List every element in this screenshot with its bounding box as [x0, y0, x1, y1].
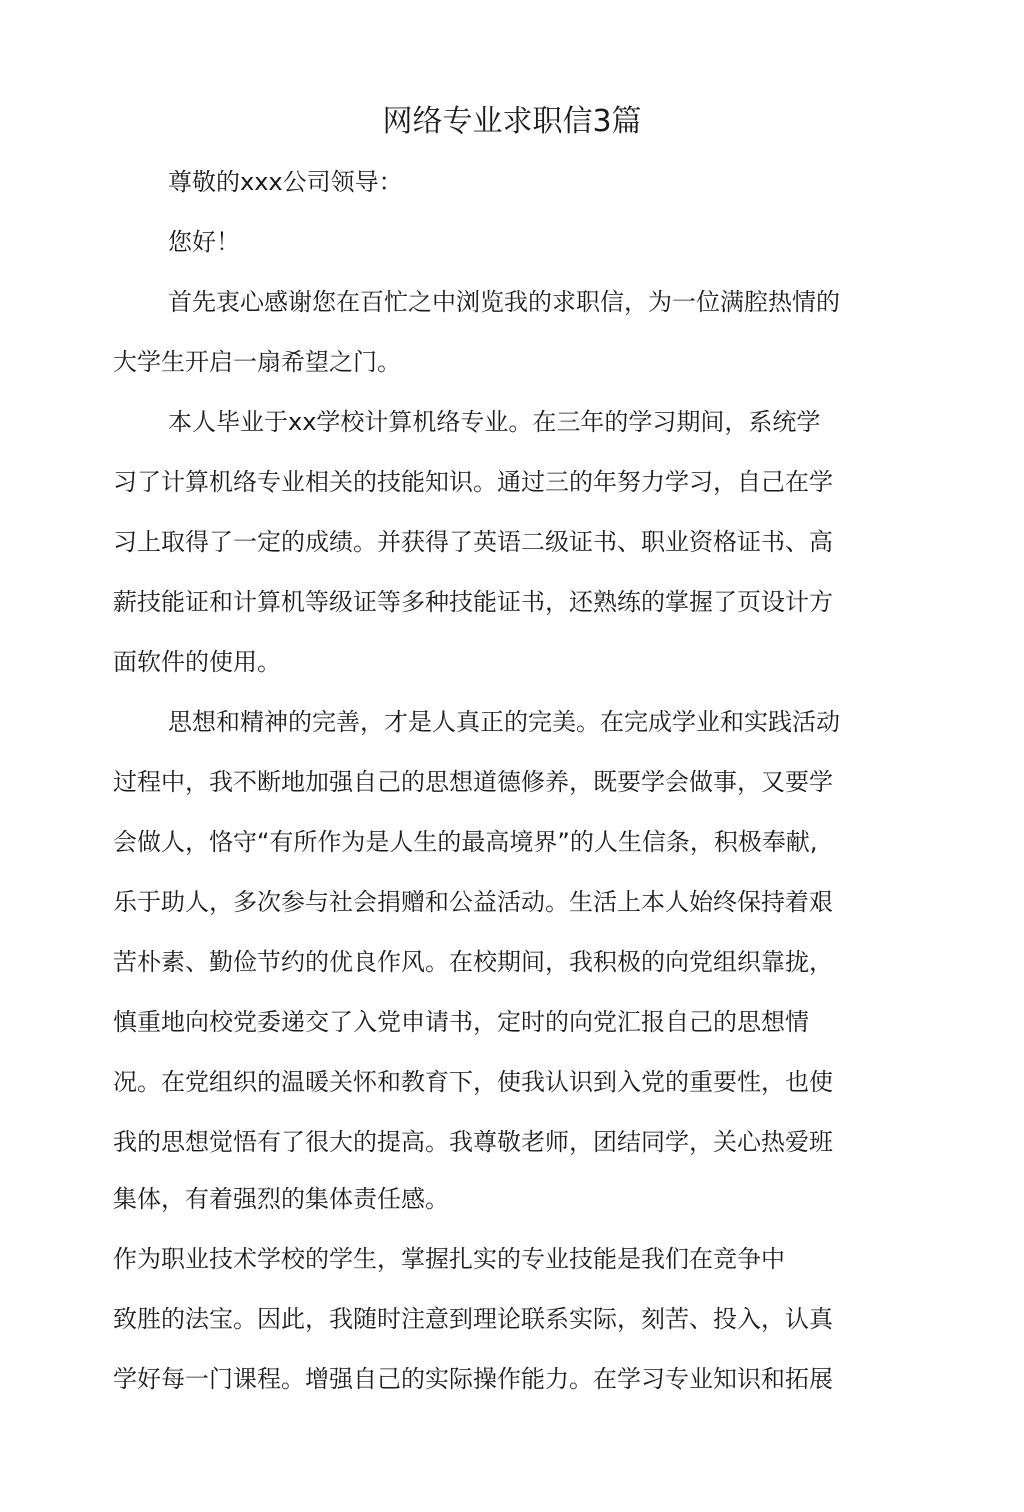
text-line: 集体，有着强烈的集体责任感。 — [113, 1185, 449, 1213]
text-line: 习了计算机络专业相关的技能知识。通过三的年努力学习，自己在学 — [113, 468, 833, 496]
text-line: 本人毕业于xx学校计算机络专业。在三年的学习期间，系统学 — [168, 408, 821, 436]
text-line: 薪技能证和计算机等级证等多种技能证书，还熟练的掌握了页设计方 — [113, 588, 833, 616]
text-line: 学好每一门课程。增强自己的实际操作能力。在学习专业知识和拓展 — [113, 1365, 833, 1393]
greeting-line: 您好！ — [168, 228, 240, 256]
text-line: 乐于助人，多次参与社会捐赠和公益活动。生活上本人始终保持着艰 — [113, 888, 833, 916]
text-line: 习上取得了一定的成绩。并获得了英语二级证书、职业资格证书、高 — [113, 528, 833, 556]
text-line: 况。在党组织的温暖关怀和教育下，使我认识到入党的重要性，也使 — [113, 1068, 833, 1096]
text-line: 思想和精神的完善，才是人真正的完美。在完成学业和实践活动 — [168, 708, 840, 736]
text-line: 面软件的使用。 — [113, 648, 281, 676]
text-line: 首先衷心感谢您在百忙之中浏览我的求职信，为一位满腔热情的 — [168, 288, 840, 316]
text-line: 致胜的法宝。因此，我随时注意到理论联系实际，刻苦、投入，认真 — [113, 1305, 833, 1333]
text-line: 作为职业技术学校的学生，掌握扎实的专业技能是我们在竞争中 — [113, 1245, 785, 1273]
text-line: 苦朴素、勤俭节约的优良作风。在校期间，我积极的向党组织靠拢， — [113, 948, 833, 976]
text-line: 过程中，我不断地加强自己的思想道德修养，既要学会做事，又要学 — [113, 768, 833, 796]
text-line: 大学生开启一扇希望之门。 — [113, 348, 401, 376]
text-line: 慎重地向校党委递交了入党申请书，定时的向党汇报自己的思想情 — [113, 1008, 809, 1036]
text-line: 我的思想觉悟有了很大的提高。我尊敬老师，团结同学，关心热爱班 — [113, 1128, 833, 1156]
document-title: 网络专业求职信3篇 — [382, 104, 642, 139]
text-line: 会做人，恪守“有所作为是人生的最高境界”的人生信条，积极奉献, — [113, 828, 818, 856]
salutation-line: 尊敬的xxx公司领导： — [168, 168, 403, 196]
